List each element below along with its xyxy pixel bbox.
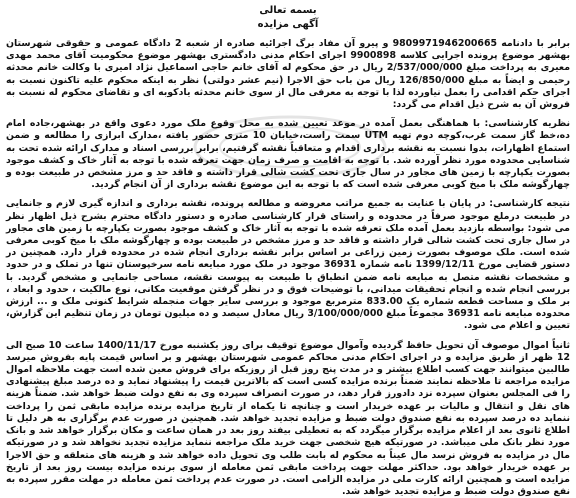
basmala: بسمه تعالی [259,5,317,16]
expert-conclusion-paragraph: نتیجه کارشناسی: در پایان با عنایت به جمیع مراتب معروضه و مطالعه پرونده، نقشه برداری و اندازه گیری لازم و جانمایی در طبیعت درملع موجود صرفاً در محدوده و راستای قرار کارشناسی صادره و دستور دادگاه محترم بشرح ذیل اظهار نظر می شود: بواسطه بازدید بعمل آمده ملک تعرفه شده با توجه به آثار خاک و کشف موجود بصورت یکپارچه با زمین های مجاور در سال جاری تحت کشت شالی قرار داشته و فاقد حد و مرز مشخص در طبیعت بوده و چهارگوشه ملک با میخ کوبی معرفی شده است. ملک موصوف بصورت زمین زراعی بر اساس برابر نقشه برداری انجام شده در محدوده قرار دارد. همچنین در دستور قضایی مورخ 1399/12/11 نامه شماره 36931 موجود در ملک مورد مبایعه نامه سرخپوستان تنها در تملک و در حدود و مشخصات نقشه متصل به مبایعه نامه ضمن انطباق با طبیعت به پیوست نقشه، مساحی جانمایی و مشخص گردید. با بررسی انجام شده و انجام تحقیقات میدانی، با توضیحات فوق و در نظر گرفتن موقعیت مکانی، نوع مالکیت ، حدود و ابعاد ، بر ملک و مساحت قطعه شماره یک 833.00 مترمربع موجود و بررسی سایر جهات منجمله شرایط کنونی ملک و ... ارزش محدوده مبایعه نامه 36931 مجموعاً مبلغ 3/100/000/000 ریال معادل سیصد و ده میلیون تومان در زمان تنظیم این گزارش، تعیین و اعلام می شود. [6,198,570,332]
notice-title: آگهی مزایده [257,19,319,30]
auction-terms-paragraph: ثانیاً اموال موصوف آن تحویل حافظ گردیده وآموال موضوع توقیف برای روز یکشنبه مورخ 1400/11/17 ساعت 10 صبح الی 12 ظهر از طریق مزایده و در اجرای احکام مدنی محاکم عمومی شهرستان بهشهر و بر اساس قیمت پایه بفروش میرسد طالبین میتوانند جهت کسب اطلاع بیشتر و در مدت پنج روز قبل از روزیکه برای فروش معین شده است جهت ملاحظه اموال مزایده مراجعه تا ملاحظه نمایند ضمناً برنده مزایده کسی است که بالاترین قیمت را پیشنهاد نماید و ده درصد مبلغ پیشنهادی را فی المجلس بعنوان سپرده نزد دادورز قرار دهد، در صورت انصراف سپرده وی به نفع دولت ضبط خواهد شد. ضمناً هزینه های نقل و انتقال و مالیات بر عهده خریدار است و چنانچه تا یکماه از تاریخ مزایده برنده مزایده مابقی ثمن را پرداخت ننماید ده درصد سپرده به نفع صندوق دولت ضبط و مزایده تجدید خواهد شد. همچنین در صورت عدم برگزاری به هر دلیل تا اطلاع ثانوی بعد از اعلام مزایده برگزار میگردد که به تعطیلی بیفتد روز بعد در همان ساعت و مکان برگزار خواهد شد و بانک مورد نظر بانک ملی میباشد. در صورتیکه هیچ شخصی جهت خرید ملک مراجعه ننماید مزایده تجدید نخواهد شد و در صورتیکه مال در مزایده به فروش نرسد مال عیناً به محکوم له بابت طلب وی تحویل داده خواهد شد و هزینه های متعلقه و حق الاجرا بر عهده خریدار خواهد بود. حداکثر مهلت جهت پرداخت مابقی ثمن معامله از سوی برنده مزایده بیست روز بعد از تاریخ مزایده است و همچنین ارائه کارت ملی در مزایده الزامی است. در صورت عدم پرداخت ثمن معامله در مهلت مقرر سپرده به نفع صندوق دولت ضبط و مزایده تجدید خواهد شد. [6,339,570,498]
intro-paragraph: برابر با دادنامه 9809971946200665 و پیرو آن مفاد برگ اجرائیه صادره از شعبه 2 دادگاه عمومی و حقوقی شهرستان بهشهر موضوع پرونده اجرایی کلاسه 9900898 اجرای احکام مدنی دادگستری بهشهر موضوع محکومیت آقای محمد مهدی معیری به پرداخت مبلغ 2/537/000/000 ریال در حق محکوم له آقای خانم حاجی اسماعیل نژاد امیری با وکالت خانم محدثه رحیمی و ایضاً به مبلغ 126/850/000 ریال من باب حق الاجرا (نیم عشر دولتی) نظر به اینکه محکوم علیه تاکنون نسبت به اجرای حکم اقدامی را بعمل نیاورده لذا با توجه به معرفی مال از سوی خانم محدثه یادکوبه ای و تقاضای محکوم له نسبت به فروش آن به شرح ذیل اقدام می گردد: [6,38,570,111]
expert-opinion-paragraph: نظریه کارشناسی: با هماهنگی بعمل آمده در موعد تعیین شده به محل وقوع ملک مورد دعوی واقع در بهشهر،جاده امام ده،خط گاز سمت غرب،کوچه دوم تهیه UTM سمت راست،خیابان 10 متری حضور یافته ،مدارک ابرازی را مطالعه و ضمن استماع اظهارات، بدوا نسبت به نقشه برداری اقدام و متعاقباً نقشه گرفتیم، برابر بررسی اسناد و مدارک ارائه شده تحت به شناسایی محدوده مورد نظر آورده شد. با توجه به اقامت و صرف زمان جهت تعرفه شده با توجه به آثار خاک و کشف موجود بصورت یکپارچه با زمین های مجاور در سال جاری تحت کشت شالی قرار داشته و فاقد حد و مرز مشخص در طبیعت بوده و چهارگوشه ملک با میخ کوبی معرفی شده است که با توجه به این موضوع نقشه برداری از آن انجام گردید. [6,118,570,191]
